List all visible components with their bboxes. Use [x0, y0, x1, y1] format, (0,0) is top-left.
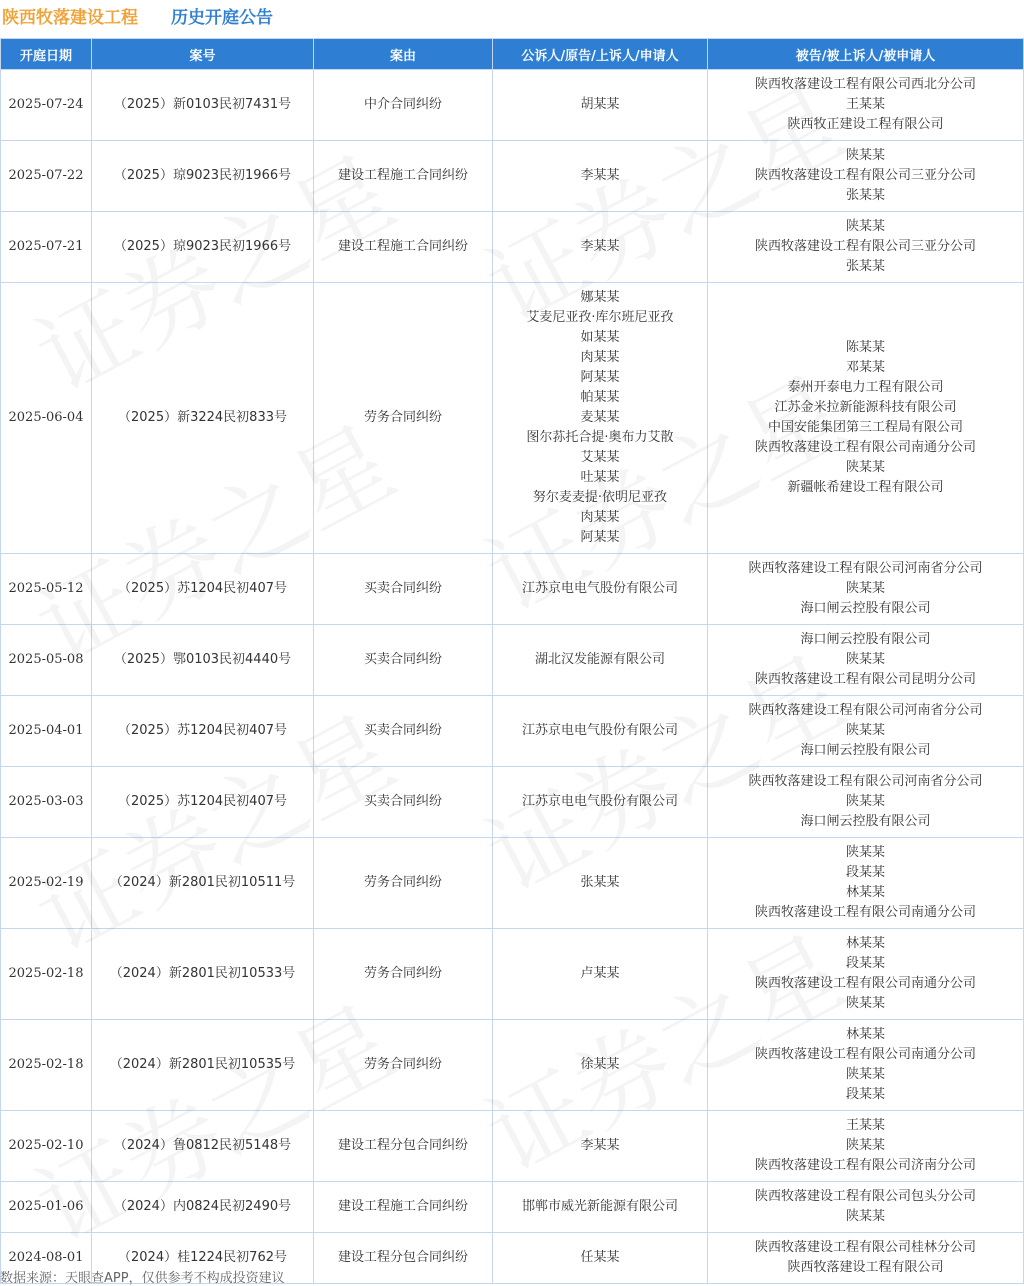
defendant-name: 段某某	[845, 956, 885, 971]
cause-cell: 劳务合同纠纷	[314, 838, 493, 929]
defendant-name: 陕西牧落建设工程有限公司三亚分公司	[754, 168, 976, 183]
plaintiff-name: 邯郸市威光新能源有限公司	[521, 1199, 678, 1214]
date-cell: 2025-05-08	[1, 625, 92, 696]
plaintiff-name: 卢某某	[580, 966, 620, 981]
plaintiff-name: 徐某某	[580, 1057, 620, 1072]
defendant-name: 江苏金米拉新能源科技有限公司	[774, 400, 957, 415]
date-cell: 2025-07-24	[1, 70, 92, 141]
plaintiff-name: 江苏京电电气股份有限公司	[521, 723, 678, 738]
defendants-cell	[708, 929, 1024, 1020]
plaintiffs-cell	[493, 838, 708, 929]
plaintiff-name: 张某某	[580, 875, 620, 890]
table-header-row	[1, 39, 1024, 70]
defendant-name: 王某某	[845, 97, 885, 112]
date-cell: 2025-07-22	[1, 141, 92, 212]
plaintiffs-cell	[493, 212, 708, 283]
page-header	[0, 0, 1024, 30]
plaintiff-name: 艾某某	[580, 450, 620, 465]
table-row	[1, 283, 1024, 554]
defendant-name: 陕西牧落建设工程有限公司河南省分公司	[748, 703, 983, 718]
defendant-name: 海口闸云控股有限公司	[800, 743, 931, 758]
table-row	[1, 625, 1024, 696]
defendant-name: 陕西牧落建设工程有限公司三亚分公司	[754, 239, 976, 254]
defendant-name: 陕西牧落建设工程有限公司西北分公司	[754, 77, 976, 92]
defendant-name: 段某某	[845, 1087, 885, 1102]
case-number-cell: （2025）新0103民初7431号	[92, 70, 314, 141]
date-cell: 2025-03-03	[1, 767, 92, 838]
defendants-cell	[708, 283, 1024, 554]
date-cell: 2025-04-01	[1, 696, 92, 767]
cause-cell: 建设工程分包合同纠纷	[314, 1233, 493, 1284]
defendants-cell	[708, 141, 1024, 212]
plaintiff-name: 吐某某	[580, 470, 620, 485]
defendant-name: 陕某某	[845, 996, 885, 1011]
plaintiff-name: 麦某某	[580, 410, 620, 425]
defendant-name: 邓某某	[845, 360, 885, 375]
date-cell: 2025-02-18	[1, 1020, 92, 1111]
cause-cell: 劳务合同纠纷	[314, 929, 493, 1020]
defendant-name: 陕西牧落建设工程有限公司南通分公司	[754, 905, 976, 920]
defendant-name: 陕西牧落建设工程有限公司昆明分公司	[754, 672, 976, 687]
plaintiffs-cell	[493, 625, 708, 696]
date-cell: 2025-07-21	[1, 212, 92, 283]
plaintiffs-cell	[493, 929, 708, 1020]
cause-cell: 买卖合同纠纷	[314, 696, 493, 767]
plaintiff-name: 娜某某	[580, 290, 620, 305]
defendant-name: 陕西牧正建设工程有限公司	[787, 117, 944, 132]
cause-cell: 建设工程施工合同纠纷	[314, 141, 493, 212]
table-row	[1, 70, 1024, 141]
plaintiffs-cell	[493, 283, 708, 554]
plaintiffs-cell	[493, 696, 708, 767]
plaintiffs-cell	[493, 767, 708, 838]
defendant-name: 陕西牧落建设工程有限公司河南省分公司	[748, 561, 983, 576]
cause-cell: 买卖合同纠纷	[314, 625, 493, 696]
defendants-cell	[708, 212, 1024, 283]
defendant-name: 陕某某	[845, 1067, 885, 1082]
plaintiffs-cell	[493, 1233, 708, 1284]
defendant-name: 海口闸云控股有限公司	[800, 814, 931, 829]
defendant-name: 段某某	[845, 865, 885, 880]
date-cell: 2024-08-01	[1, 1233, 92, 1284]
defendants-cell	[708, 625, 1024, 696]
table-row	[1, 1111, 1024, 1182]
cause-cell: 中介合同纠纷	[314, 70, 493, 141]
cause-cell: 劳务合同纠纷	[314, 283, 493, 554]
plaintiff-name: 如某某	[580, 330, 620, 345]
column-header-date: 开庭日期	[1, 39, 92, 70]
date-cell: 2025-01-06	[1, 1182, 92, 1233]
defendants-cell	[708, 554, 1024, 625]
defendant-name: 陕西牧落建设工程有限公司河南省分公司	[748, 774, 983, 789]
plaintiffs-cell	[493, 1111, 708, 1182]
case-number-cell: （2024）新2801民初10511号	[92, 838, 314, 929]
case-number-cell: （2024）内0824民初2490号	[92, 1182, 314, 1233]
defendants-cell	[708, 1111, 1024, 1182]
defendant-name: 陕某某	[845, 581, 885, 596]
date-cell: 2025-06-04	[1, 283, 92, 554]
column-header-plaintiffs: 公诉人/原告/上诉人/申请人	[493, 39, 708, 70]
defendant-name: 海口闸云控股有限公司	[800, 601, 931, 616]
defendant-name: 王某某	[845, 1118, 885, 1133]
hearing-table	[0, 38, 1024, 1284]
plaintiffs-cell	[493, 1182, 708, 1233]
defendant-name: 陕西牧落建设工程有限公司济南分公司	[754, 1158, 976, 1173]
defendant-name: 陕某某	[845, 723, 885, 738]
date-cell: 2025-02-18	[1, 929, 92, 1020]
cause-cell: 买卖合同纠纷	[314, 767, 493, 838]
plaintiffs-cell	[493, 1020, 708, 1111]
defendant-name: 陕西牧落建设工程有限公司包头分公司	[754, 1189, 976, 1204]
plaintiff-name: 胡某某	[580, 97, 620, 112]
page-title: 历史开庭公告	[171, 8, 273, 28]
defendants-cell	[708, 1182, 1024, 1233]
defendant-name: 海口闸云控股有限公司	[800, 632, 931, 647]
table-row	[1, 554, 1024, 625]
case-number-cell: （2025）苏1204民初407号	[92, 696, 314, 767]
plaintiff-name: 阿某某	[580, 370, 620, 385]
plaintiff-name: 李某某	[580, 168, 620, 183]
defendant-name: 陕某某	[845, 219, 885, 234]
cause-cell: 建设工程施工合同纠纷	[314, 212, 493, 283]
defendant-name: 林某某	[845, 1027, 885, 1042]
plaintiff-name: 湖北汉发能源有限公司	[534, 652, 665, 667]
plaintiffs-cell	[493, 554, 708, 625]
cause-cell: 建设工程施工合同纠纷	[314, 1182, 493, 1233]
defendant-name: 陕某某	[845, 148, 885, 163]
plaintiff-name: 艾麦尼亚孜·库尔班尼亚孜	[526, 310, 674, 325]
defendant-name: 新疆帐希建设工程有限公司	[787, 480, 944, 495]
column-header-cause: 案由	[314, 39, 493, 70]
data-source-note: 数据来源：天眼查APP，仅供参考不构成投资建议	[0, 1271, 285, 1286]
plaintiff-name: 阿某某	[580, 530, 620, 545]
case-number-cell: （2024）鲁0812民初5148号	[92, 1111, 314, 1182]
date-cell: 2025-05-12	[1, 554, 92, 625]
date-cell: 2025-02-19	[1, 838, 92, 929]
plaintiff-name: 江苏京电电气股份有限公司	[521, 794, 678, 809]
table-row	[1, 141, 1024, 212]
cause-cell: 买卖合同纠纷	[314, 554, 493, 625]
defendant-name: 陕西牧落建设工程有限公司南通分公司	[754, 440, 976, 455]
company-name: 陕西牧落建设工程	[2, 8, 138, 28]
defendant-name: 张某某	[845, 188, 885, 203]
case-number-cell: （2024）新2801民初10533号	[92, 929, 314, 1020]
defendant-name: 泰州开泰电力工程有限公司	[787, 380, 944, 395]
case-number-cell: （2025）苏1204民初407号	[92, 767, 314, 838]
plaintiff-name: 帕某某	[580, 390, 620, 405]
defendant-name: 陕西牧落建设工程有限公司	[787, 1260, 944, 1275]
defendants-cell	[708, 70, 1024, 141]
plaintiff-name: 江苏京电电气股份有限公司	[521, 581, 678, 596]
table-row	[1, 212, 1024, 283]
case-number-cell: （2024）桂1224民初762号	[92, 1233, 314, 1284]
defendant-name: 陈某某	[845, 340, 885, 355]
defendant-name: 陕某某	[845, 652, 885, 667]
defendants-cell	[708, 696, 1024, 767]
case-number-cell: （2025）琼9023民初1966号	[92, 212, 314, 283]
case-number-cell: （2025）新3224民初833号	[92, 283, 314, 554]
plaintiff-name: 图尔荪托合提·奥布力艾散	[526, 430, 674, 445]
defendant-name: 陕某某	[845, 1138, 885, 1153]
defendant-name: 陕某某	[845, 845, 885, 860]
plaintiffs-cell	[493, 141, 708, 212]
plaintiff-name: 努尔麦麦提·依明尼亚孜	[532, 490, 668, 505]
cause-cell: 劳务合同纠纷	[314, 1020, 493, 1111]
plaintiff-name: 李某某	[580, 239, 620, 254]
date-cell: 2025-02-10	[1, 1111, 92, 1182]
table-body	[1, 70, 1024, 1284]
plaintiff-name: 任某某	[580, 1250, 620, 1265]
defendant-name: 林某某	[845, 885, 885, 900]
defendants-cell	[708, 767, 1024, 838]
table-row	[1, 1182, 1024, 1233]
column-header-defendants: 被告/被上诉人/被申请人	[708, 39, 1024, 70]
table-row	[1, 696, 1024, 767]
plaintiff-name: 李某某	[580, 1138, 620, 1153]
defendant-name: 陕西牧落建设工程有限公司南通分公司	[754, 1047, 976, 1062]
defendant-name: 陕西牧落建设工程有限公司桂林分公司	[754, 1240, 976, 1255]
case-number-cell: （2025）苏1204民初407号	[92, 554, 314, 625]
defendants-cell	[708, 1233, 1024, 1284]
defendant-name: 中国安能集团第三工程局有限公司	[767, 420, 963, 435]
defendants-cell	[708, 1020, 1024, 1111]
case-number-cell: （2024）新2801民初10535号	[92, 1020, 314, 1111]
column-header-case-no: 案号	[92, 39, 314, 70]
table-row	[1, 838, 1024, 929]
case-number-cell: （2025）琼9023民初1966号	[92, 141, 314, 212]
case-number-cell: （2025）鄂0103民初4440号	[92, 625, 314, 696]
plaintiff-name: 肉某某	[580, 350, 620, 365]
defendant-name: 陕某某	[845, 460, 885, 475]
defendant-name: 陕西牧落建设工程有限公司南通分公司	[754, 976, 976, 991]
cause-cell: 建设工程分包合同纠纷	[314, 1111, 493, 1182]
defendant-name: 张某某	[845, 259, 885, 274]
defendant-name: 陕某某	[845, 794, 885, 809]
table-row	[1, 929, 1024, 1020]
defendant-name: 林某某	[845, 936, 885, 951]
defendant-name: 陕某某	[845, 1209, 885, 1224]
table-row	[1, 1020, 1024, 1111]
defendants-cell	[708, 838, 1024, 929]
table-row	[1, 767, 1024, 838]
plaintiff-name: 肉某某	[580, 510, 620, 525]
plaintiffs-cell	[493, 70, 708, 141]
